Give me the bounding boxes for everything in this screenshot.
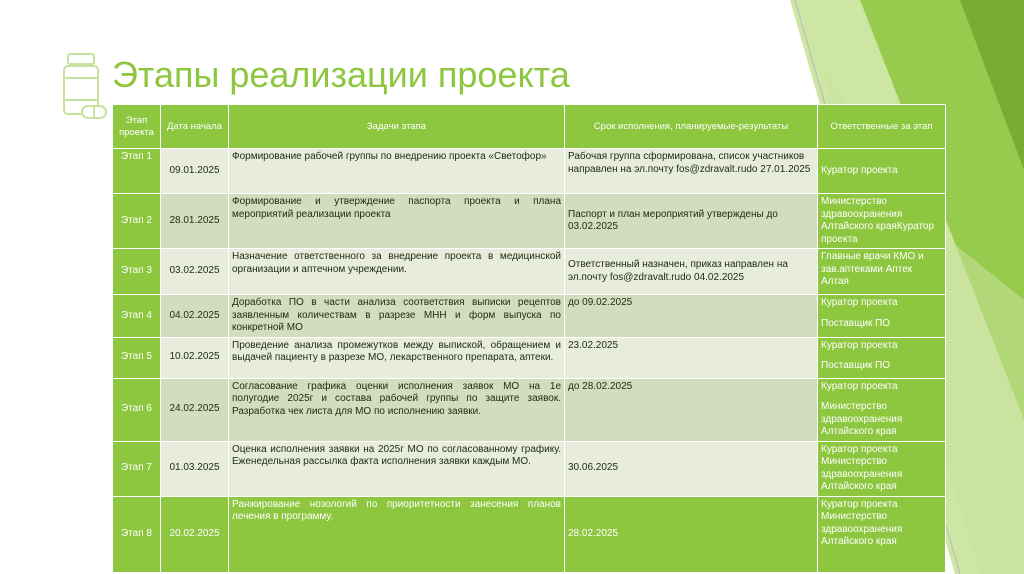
stage-cell: Этап 7 [113, 441, 161, 496]
stage-cell: Этап 4 [113, 295, 161, 338]
date-cell: 04.02.2025 [161, 295, 229, 338]
date-cell: 28.01.2025 [161, 194, 229, 249]
result-cell: 23.02.2025 [565, 337, 818, 378]
task-cell: Назначение ответственного за внедрение проекта в медицинской организации и аптечном учреждении. [229, 249, 565, 295]
responsible-item: Куратор проекта [821, 380, 898, 392]
stage-cell: Этап 5 [113, 337, 161, 378]
project-stages-table [112, 104, 946, 573]
header-date: Дата начала [161, 105, 229, 149]
date-cell: 03.02.2025 [161, 249, 229, 295]
responsible-cell [818, 249, 946, 295]
header-responsible: Ответственные за этап [818, 105, 946, 149]
stage-cell: Этап 6 [113, 378, 161, 441]
stage-cell: Этап 3 [113, 249, 161, 295]
result-cell: Ответственный назначен, приказ направлен на эл.почту fos@zdravalt.rudo 04.02.2025 [565, 249, 818, 295]
responsible-item: Куратор проекта [821, 297, 898, 308]
responsible-item: Куратор проекта [821, 339, 898, 351]
responsible-item: Куратор проекта [821, 164, 898, 176]
stage-cell: Этап 1 [113, 149, 161, 194]
responsible-item: Поставщик ПО [821, 360, 891, 371]
task-cell: Согласование графика оценки исполнения заявок МО на 1е полугодие 2025г и состава рабочей группы по защите заявок. Разработка чек листа для МО по исполнению заявки. [229, 378, 565, 441]
date-cell: 24.02.2025 [161, 378, 229, 441]
responsible-item: Министерство здравоохранения Алтайского краяКуратор проекта [821, 196, 935, 245]
responsible-cell [818, 337, 946, 378]
responsible-cell [818, 378, 946, 441]
responsible-item: Поставщик ПО [821, 317, 891, 329]
table-row [113, 441, 946, 496]
task-cell: Формирование рабочей группы по внедрению проекта «Светофор» [229, 149, 565, 194]
responsible-cell [818, 496, 946, 572]
date-cell: 01.03.2025 [161, 441, 229, 496]
table-row [113, 295, 946, 338]
task-cell: Формирование и утверждение паспорта проекта и плана мероприятий реализации проекта [229, 194, 565, 249]
result-cell: Рабочая группа сформирована, список участников направлен на эл.почту fos@zdravalt.rudo 27.01.2025 [565, 149, 818, 194]
header-result: Срок исполнения, планируемые-результаты [565, 105, 818, 149]
date-cell: 10.02.2025 [161, 337, 229, 378]
table-row [113, 194, 946, 249]
table-row [113, 249, 946, 295]
table-row [113, 337, 946, 378]
responsible-cell [818, 295, 946, 338]
responsible-cell [818, 149, 946, 194]
result-cell: Паспорт и план мероприятий утверждены до 03.02.2025 [565, 194, 818, 249]
header-stage: Этап проекта [113, 105, 161, 149]
page-title: Этапы реализации проекта [112, 54, 570, 95]
task-cell: Ранжирование нозологий по приоритетности занесения планов лечения в программу. [229, 496, 565, 572]
pill-bottle-icon [62, 52, 108, 122]
table-row [113, 149, 946, 194]
task-cell: Доработка ПО в части анализа соответствия выписки рецептов заявленным количествам в разрезе МНН и форм выпуска по конкретной МО [229, 295, 565, 338]
task-cell: Проведение анализа промежутков между выпиской, обращением и выдачей пациенту в разрезе МО, лекарственного препарата, аптеки. [229, 337, 565, 378]
result-cell: до 09.02.2025 [565, 295, 818, 338]
responsible-cell [818, 441, 946, 496]
responsible-item: Главные врачи КМО и зав.аптеками Аптек Алтая [821, 251, 924, 287]
result-cell: 30.06.2025 [565, 441, 818, 496]
result-cell: 28.02.2025 [565, 496, 818, 572]
responsible-item: Министерство здравоохранения Алтайского края [821, 401, 903, 437]
date-cell: 20.02.2025 [161, 496, 229, 572]
task-cell: Оценка исполнения заявки на 2025г МО по согласованному графику. Еженедельная рассылка факта исполнения заявки каждым МО. [229, 441, 565, 496]
responsible-cell [818, 194, 946, 249]
stage-cell: Этап 8 [113, 496, 161, 572]
responsible-item: Куратор проекта Министерство здравоохранения Алтайского края [821, 498, 903, 547]
responsible-item: Куратор проекта Министерство здравоохранения Алтайского края [821, 443, 903, 492]
table-row [113, 378, 946, 441]
result-cell: до 28.02.2025 [565, 378, 818, 441]
header-task: Задачи этапа [229, 105, 565, 149]
table-row [113, 496, 946, 572]
stage-cell: Этап 2 [113, 194, 161, 249]
date-cell: 09.01.2025 [161, 149, 229, 194]
